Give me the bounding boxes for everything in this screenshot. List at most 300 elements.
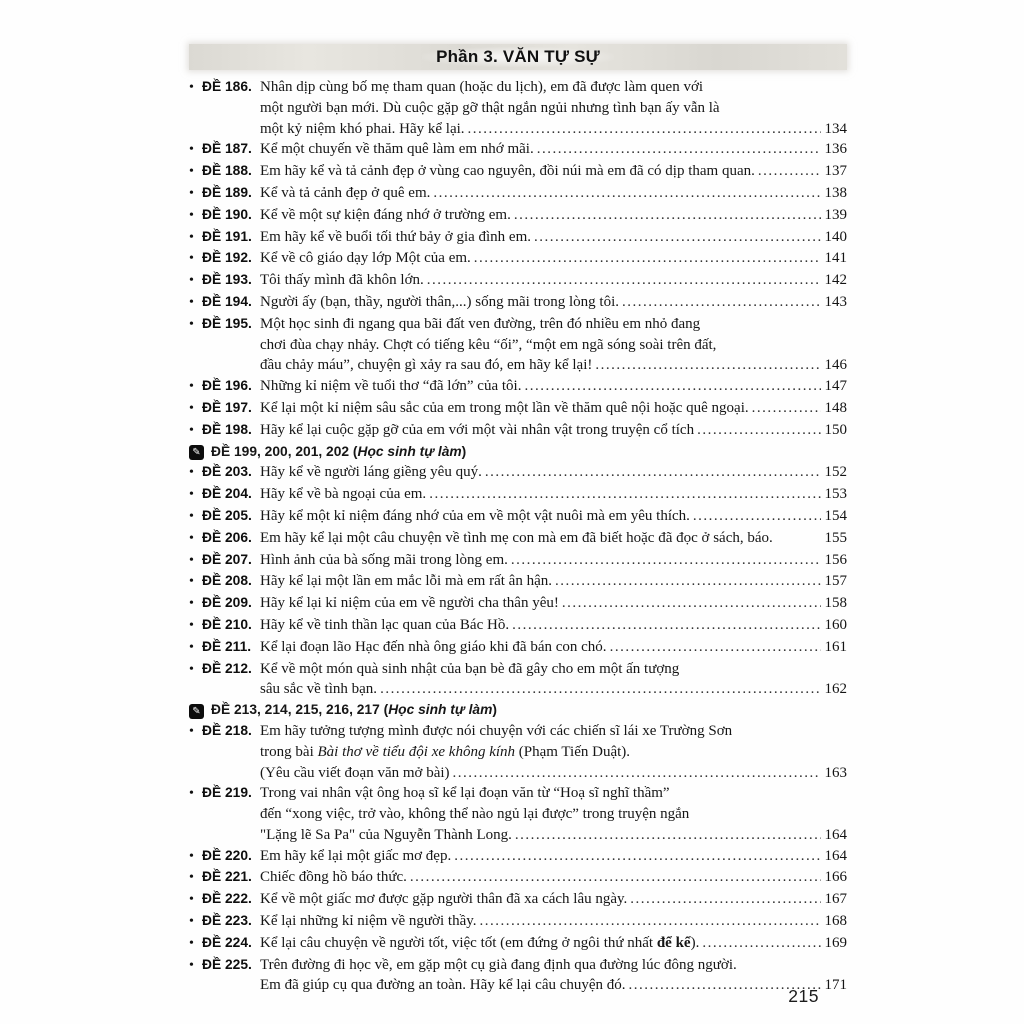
text-segment: sâu sắc về tình bạn.	[260, 681, 378, 698]
bullet-icon: •	[189, 229, 194, 245]
text-segment: Kể và tả cảnh đẹp ở quê em.	[260, 184, 431, 201]
entry-body	[260, 933, 847, 954]
entry-page-number: 153	[824, 486, 847, 503]
entry-page-number: 156	[824, 551, 847, 568]
entry-text-line	[260, 804, 847, 825]
text-segment: một người bạn mới. Dù cuộc gặp gỡ thật ngắn ngủi nhưng tình bạn ấy vẫn là	[260, 99, 720, 116]
toc-entry	[189, 77, 847, 139]
entry-body	[260, 659, 847, 701]
dot-leader	[702, 933, 820, 954]
bullet-icon: •	[189, 379, 194, 395]
bullet-icon: •	[189, 661, 194, 677]
dot-leader	[380, 679, 820, 700]
toc-entry	[189, 659, 847, 701]
text-segment: Trên đường đi học về, em gặp một cụ già đang định qua đường lúc đông người.	[260, 956, 737, 973]
entry-text-line	[260, 398, 847, 419]
dot-leader	[474, 248, 821, 269]
toc-entry	[189, 292, 847, 314]
entry-body	[260, 292, 847, 313]
entry-text-line	[260, 77, 847, 98]
dot-leader	[480, 911, 821, 932]
entry-label: ĐỀ 209.	[202, 595, 252, 611]
entry-text-line	[260, 933, 847, 954]
entry-text	[260, 825, 512, 846]
bullet-icon: •	[189, 185, 194, 201]
entry-page-number: 155	[824, 529, 847, 546]
dot-leader	[610, 637, 821, 658]
text-segment: (Phạm Tiến Duật).	[515, 743, 631, 760]
entry-page-number: 143	[824, 293, 847, 310]
bullet-icon: •	[189, 639, 194, 655]
entry-body	[260, 77, 847, 139]
entry-page-number: 162	[824, 681, 847, 698]
entry-page-number: 146	[824, 357, 847, 374]
toc-entry	[189, 571, 847, 593]
entry-text	[260, 355, 592, 376]
text-segment: Kể về một giấc mơ được gặp người thân đã xa cách lâu ngày.	[260, 891, 628, 908]
entry-text-line	[260, 911, 847, 932]
entry-text	[260, 205, 511, 226]
entry-body	[260, 462, 847, 483]
entry-text	[260, 679, 377, 700]
entry-body	[260, 528, 847, 549]
toc-content	[189, 44, 847, 996]
text-segment: chơi đùa chạy nhảy. Chợt có tiếng kêu “ối”, “một em ngã sóng soài trên đất,	[260, 336, 717, 353]
entry-page-number: 168	[824, 913, 847, 930]
toc-entry	[189, 376, 847, 398]
entry-label: ĐỀ 220.	[202, 847, 252, 863]
entry-body	[260, 615, 847, 636]
entry-body	[260, 571, 847, 592]
entry-text	[260, 806, 689, 822]
entry-body	[260, 183, 847, 204]
entry-text-line	[260, 825, 847, 846]
toc-entry	[189, 462, 847, 484]
entry-text-line	[260, 593, 847, 614]
text-segment: Kể lại đoạn lão Hạc đến nhà ông giáo khi đã bán con chó.	[260, 638, 607, 655]
toc-entry	[189, 933, 847, 955]
entry-text	[260, 723, 732, 739]
entry-text-line	[260, 292, 847, 313]
text-segment: Người ấy (bạn, thầy, người thân,...) sống mãi trong lòng tôi.	[260, 293, 620, 310]
dot-leader	[562, 593, 821, 614]
entry-body	[260, 846, 847, 867]
text-segment: ).	[690, 934, 700, 951]
toc-entry	[189, 270, 847, 292]
toc-entry	[189, 398, 847, 420]
text-segment: Hãy kể về bà ngoại của em.	[260, 486, 427, 503]
toc-entry	[189, 955, 847, 997]
entry-text	[260, 889, 627, 910]
entry-body	[260, 484, 847, 505]
bullet-icon: •	[189, 80, 194, 95]
entry-text	[260, 79, 703, 95]
dot-leader	[454, 846, 820, 867]
entry-page-number: 164	[824, 847, 847, 864]
pencil-icon: ✎	[189, 445, 204, 460]
entry-text-line	[260, 975, 847, 996]
bullet-icon: •	[189, 251, 194, 267]
bullet-icon: •	[189, 914, 194, 930]
entry-page-number: 141	[824, 250, 847, 267]
toc-entry	[189, 528, 847, 550]
text-segment: Học sinh tự làm	[388, 702, 493, 718]
dot-leader	[453, 763, 821, 784]
entry-text	[260, 506, 690, 527]
entry-text	[260, 785, 670, 801]
entry-body	[211, 442, 847, 463]
bullet-icon: •	[189, 294, 194, 310]
toc-entry	[189, 911, 847, 933]
text-segment: để kể	[656, 934, 691, 951]
bullet-icon: •	[189, 465, 194, 481]
toc-entry	[189, 161, 847, 183]
bullet-icon: •	[189, 617, 194, 633]
entry-label: ĐỀ 196.	[202, 378, 252, 394]
entry-label: ĐỀ 224.	[202, 934, 252, 950]
entry-text-line	[260, 335, 847, 356]
entry-body	[260, 637, 847, 658]
entry-page-number: 148	[824, 399, 847, 416]
entry-body	[260, 721, 847, 783]
entry-text-line	[260, 270, 847, 291]
entry-text	[260, 763, 450, 784]
entry-text	[260, 661, 679, 677]
toc-entry	[189, 183, 847, 205]
entry-page-number: 161	[824, 638, 847, 655]
entry-text-line	[260, 955, 847, 976]
entry-page-number: 136	[824, 141, 847, 158]
toc-entry	[189, 846, 847, 868]
entry-page-number: 150	[824, 421, 847, 438]
entry-text-line	[260, 205, 847, 226]
text-segment: Em hãy kể về buổi tối thứ bảy ở gia đình em.	[260, 228, 532, 245]
bullet-icon: •	[189, 848, 194, 864]
toc-entry	[189, 314, 847, 376]
text-segment: Kể lại một kỉ niệm sâu sắc của em trong một lần về thăm quê nội hoặc quê ngoại.	[260, 399, 749, 416]
entry-body	[260, 955, 847, 997]
entry-label: ĐỀ 223.	[202, 913, 252, 929]
entry-text	[260, 227, 531, 248]
text-segment: Em hãy tưởng tượng mình được nói chuyện với các chiến sĩ lái xe Trường Sơn	[260, 722, 733, 739]
bullet-icon: •	[189, 574, 194, 590]
entry-body	[260, 227, 847, 248]
entry-text	[260, 933, 699, 954]
text-segment: Kể lại những kỉ niệm về người thầy.	[260, 913, 477, 930]
text-segment: đầu chảy máu”, chuyện gì xảy ra sau đó, em hãy kể lại!	[260, 357, 593, 374]
text-segment: Hãy kể về tinh thần lạc quan của Bác Hồ.	[260, 616, 510, 633]
entry-body	[260, 205, 847, 226]
entry-page-number: 142	[824, 272, 847, 289]
entry-body	[260, 376, 847, 397]
entry-text	[260, 846, 451, 867]
text-segment: Tôi thấy mình đã khôn lớn.	[260, 272, 424, 289]
entry-page-number: 163	[824, 764, 847, 781]
entry-body	[260, 911, 847, 932]
toc-entry	[189, 593, 847, 615]
entry-text-line	[260, 659, 847, 680]
toc-entry	[189, 721, 847, 783]
text-segment: (Yêu cầu viết đoạn văn mở bài)	[260, 764, 450, 781]
entry-text	[211, 702, 497, 718]
dot-leader	[433, 183, 820, 204]
entry-page-number: 164	[824, 826, 847, 843]
toc-entry	[189, 205, 847, 227]
entry-page-number: 134	[824, 120, 847, 137]
entry-text-line	[260, 462, 847, 483]
toc-entry	[189, 420, 847, 442]
bullet-icon: •	[189, 164, 194, 180]
text-segment: Hãy kể một kỉ niệm đáng nhớ của em về một vật nuôi mà em yêu thích.	[260, 507, 690, 524]
entry-label: ĐỀ 221.	[202, 869, 252, 885]
entry-label: ĐỀ 208.	[202, 573, 252, 589]
entry-text	[260, 528, 773, 549]
bullet-icon: •	[189, 892, 194, 908]
entry-page-number: 140	[824, 228, 847, 245]
entry-body	[260, 139, 847, 160]
dot-leader	[410, 867, 821, 888]
entry-text-line	[260, 637, 847, 658]
entry-label: ĐỀ 203.	[202, 464, 252, 480]
bullet-icon: •	[189, 273, 194, 289]
toc-entry	[189, 139, 847, 161]
entry-page-number: 160	[824, 616, 847, 633]
text-segment: Hình ảnh của bà sống mãi trong lòng em.	[260, 551, 508, 568]
text-segment: Bài thơ về tiểu đội xe không kính	[317, 743, 516, 760]
toc-entry	[189, 889, 847, 911]
toc-entry	[189, 615, 847, 637]
entry-body	[260, 506, 847, 527]
toc-entry	[189, 227, 847, 249]
text-segment: Kể lại câu chuyện về người tốt, việc tốt (em đứng ở ngôi thứ nhất	[260, 934, 657, 951]
entry-body	[260, 550, 847, 571]
entry-text-line	[260, 506, 847, 527]
entry-text	[260, 292, 619, 313]
toc-entry	[189, 550, 847, 572]
bullet-icon: •	[189, 957, 194, 973]
entry-label: ĐỀ 189.	[202, 184, 252, 200]
text-segment: Hãy kể lại kỉ niệm của em về người cha thân yêu!	[260, 595, 559, 612]
entry-text-line	[260, 119, 847, 140]
dot-leader	[511, 550, 821, 571]
text-segment: Kể về một sự kiện đáng nhớ ở trường em.	[260, 206, 511, 223]
dot-leader	[555, 571, 821, 592]
entry-page-number: 138	[824, 184, 847, 201]
entry-text	[260, 398, 749, 419]
entry-body	[260, 314, 847, 376]
entry-label: ĐỀ 198.	[202, 421, 252, 437]
entry-page-number: 171	[824, 977, 847, 994]
toc-entry	[189, 700, 847, 721]
dot-leader	[512, 615, 820, 636]
dot-leader	[485, 462, 821, 483]
entry-label: ĐỀ 187.	[202, 141, 252, 157]
entry-text-line	[260, 783, 847, 804]
entry-label: ĐỀ 219.	[202, 785, 252, 801]
entry-body	[260, 889, 847, 910]
entry-text-line	[260, 139, 847, 160]
entry-text-line	[260, 528, 847, 549]
entry-body	[260, 783, 847, 845]
entry-label: ĐỀ 210.	[202, 616, 252, 632]
entry-text-line	[260, 314, 847, 335]
dot-leader	[514, 205, 821, 226]
entry-page-number: 154	[824, 507, 847, 524]
dot-leader	[429, 484, 820, 505]
text-segment: Những kỉ niệm về tuổi thơ “đã lớn” của tôi.	[260, 378, 522, 395]
entry-label: ĐỀ 225.	[202, 956, 252, 972]
text-segment: Em hãy kể lại một câu chuyện về tình mẹ con mà em đã biết hoặc đã đọc ở sách, báo.	[260, 529, 773, 546]
entry-text-line	[260, 889, 847, 910]
page-number: 215	[788, 986, 819, 1006]
text-segment: đến “xong việc, trở vào, không thể nào ngủ lại được” trong truyện ngắn	[260, 806, 690, 823]
text-segment: Một học sinh đi ngang qua bãi đất ven đường, trên đó nhiều em nhỏ đang	[260, 315, 701, 332]
entry-text	[260, 139, 534, 160]
text-segment: Hãy kể lại một lần em mắc lỗi mà em rất ân hận.	[260, 573, 552, 590]
entry-label: ĐỀ 191.	[202, 228, 252, 244]
entry-label: ĐỀ 212.	[202, 660, 252, 676]
entry-text	[260, 420, 694, 441]
entry-text-line	[260, 183, 847, 204]
entry-body	[260, 161, 847, 182]
toc-entry	[189, 442, 847, 463]
bullet-icon: •	[189, 508, 194, 524]
text-segment: Hãy kể về người láng giềng yêu quý.	[260, 464, 482, 481]
bullet-icon: •	[189, 723, 194, 739]
entry-body	[260, 593, 847, 614]
entry-text-line	[260, 227, 847, 248]
text-segment: Hãy kể lại cuộc gặp gỡ của em với một vài nhân vật trong truyện cổ tích	[260, 421, 695, 438]
entry-page-number: 169	[824, 934, 847, 951]
dot-leader	[515, 825, 821, 846]
toc-entry	[189, 484, 847, 506]
text-segment: )	[492, 702, 497, 718]
bullet-icon: •	[189, 142, 194, 158]
entry-text	[260, 867, 407, 888]
dot-leader	[630, 889, 820, 910]
dot-leader	[468, 119, 821, 140]
entry-text-line	[260, 615, 847, 636]
entry-text	[260, 911, 477, 932]
entry-label: ĐỀ 195.	[202, 315, 252, 331]
entry-text	[260, 337, 716, 353]
toc-entry	[189, 506, 847, 528]
dot-leader	[537, 139, 821, 160]
text-segment: Nhân dịp cùng bố mẹ tham quan (hoặc du lịch), em đã được làm quen với	[260, 79, 704, 95]
entry-body	[260, 270, 847, 291]
dot-leader	[622, 292, 820, 313]
entry-text	[260, 484, 426, 505]
entry-label: ĐỀ 197.	[202, 399, 252, 415]
bullet-icon: •	[189, 487, 194, 503]
text-segment: "Lặng lẽ Sa Pa" của Nguyễn Thành Long.	[260, 826, 512, 843]
entry-body	[260, 398, 847, 419]
entry-text-line	[260, 679, 847, 700]
entry-label: ĐỀ 188.	[202, 163, 252, 179]
entry-text	[260, 957, 737, 973]
pencil-icon: ✎	[189, 704, 204, 719]
entry-text-line	[211, 442, 847, 463]
entry-text-line	[211, 700, 847, 721]
entry-page-number: 167	[824, 891, 847, 908]
entry-page-number: 137	[824, 163, 847, 180]
text-segment: Em hãy kể và tả cảnh đẹp ở vùng cao nguyên, đồi núi mà em đã có dịp tham quan.	[260, 163, 755, 180]
entry-text	[260, 161, 755, 182]
entry-page-number: 166	[824, 869, 847, 886]
text-segment: Kể về một món quà sinh nhật của bạn bè đã gây cho em một ấn tượng	[260, 660, 680, 677]
entry-text	[260, 571, 552, 592]
entry-text	[260, 593, 559, 614]
entry-text-line	[260, 867, 847, 888]
entry-text	[260, 744, 630, 760]
bullet-icon: •	[189, 400, 194, 416]
entry-text	[260, 270, 424, 291]
text-segment: Chiếc đồng hồ báo thức.	[260, 869, 407, 886]
dot-leader	[595, 355, 820, 376]
text-segment: Em hãy kể lại một giấc mơ đẹp.	[260, 847, 452, 864]
entry-label: ĐỀ 222.	[202, 891, 252, 907]
toc-entry	[189, 248, 847, 270]
entry-label: ĐỀ 218.	[202, 722, 252, 738]
bullet-icon: •	[189, 422, 194, 438]
entry-text	[260, 100, 720, 116]
bullet-icon: •	[189, 870, 194, 886]
entry-text	[260, 316, 700, 332]
toc-entry	[189, 867, 847, 889]
entry-page-number: 157	[824, 573, 847, 590]
entry-body	[260, 867, 847, 888]
toc-entry	[189, 783, 847, 845]
text-segment: Kể một chuyến về thăm quê làm em nhớ mãi.	[260, 141, 534, 158]
dot-leader	[697, 420, 820, 441]
entry-text-line	[260, 484, 847, 505]
entry-text-line	[260, 742, 847, 763]
entry-text-line	[260, 550, 847, 571]
bullet-icon: •	[189, 935, 194, 951]
section-title: Phần 3. VĂN TỰ SỰ	[422, 47, 614, 67]
bullet-icon: •	[189, 316, 194, 332]
entry-text-line	[260, 161, 847, 182]
entry-text	[260, 462, 482, 483]
dot-leader	[427, 270, 821, 291]
entry-text	[260, 975, 626, 996]
entry-text	[260, 183, 430, 204]
dot-leader	[758, 161, 821, 182]
text-segment: Học sinh tự làm	[357, 443, 462, 459]
text-segment: Em đã giúp cụ qua đường an toàn. Hãy kể lại câu chuyện đó.	[260, 977, 626, 994]
text-segment: Trong vai nhân vật ông hoạ sĩ kể lại đoạn văn từ “Hoạ sĩ nghĩ thầm”	[260, 785, 670, 802]
dot-leader	[524, 376, 820, 397]
entry-label: ĐỀ 190.	[202, 206, 252, 222]
entry-text	[260, 550, 508, 571]
dot-leader	[534, 227, 820, 248]
entry-page-number: 158	[824, 595, 847, 612]
entry-text-line	[260, 846, 847, 867]
text-segment: ĐỀ 213, 214, 215, 216, 217 (	[211, 702, 389, 718]
bullet-icon: •	[189, 596, 194, 612]
entry-text	[260, 637, 607, 658]
text-segment: trong bài	[260, 743, 318, 760]
entry-page-number: 152	[824, 464, 847, 481]
entry-page-number: 139	[824, 206, 847, 223]
entry-text	[260, 248, 471, 269]
entry-text	[211, 444, 466, 460]
section-header-band	[189, 44, 847, 70]
entry-text-line	[260, 98, 847, 119]
entry-text-line	[260, 721, 847, 742]
entry-text-line	[260, 355, 847, 376]
entry-text	[260, 119, 465, 140]
